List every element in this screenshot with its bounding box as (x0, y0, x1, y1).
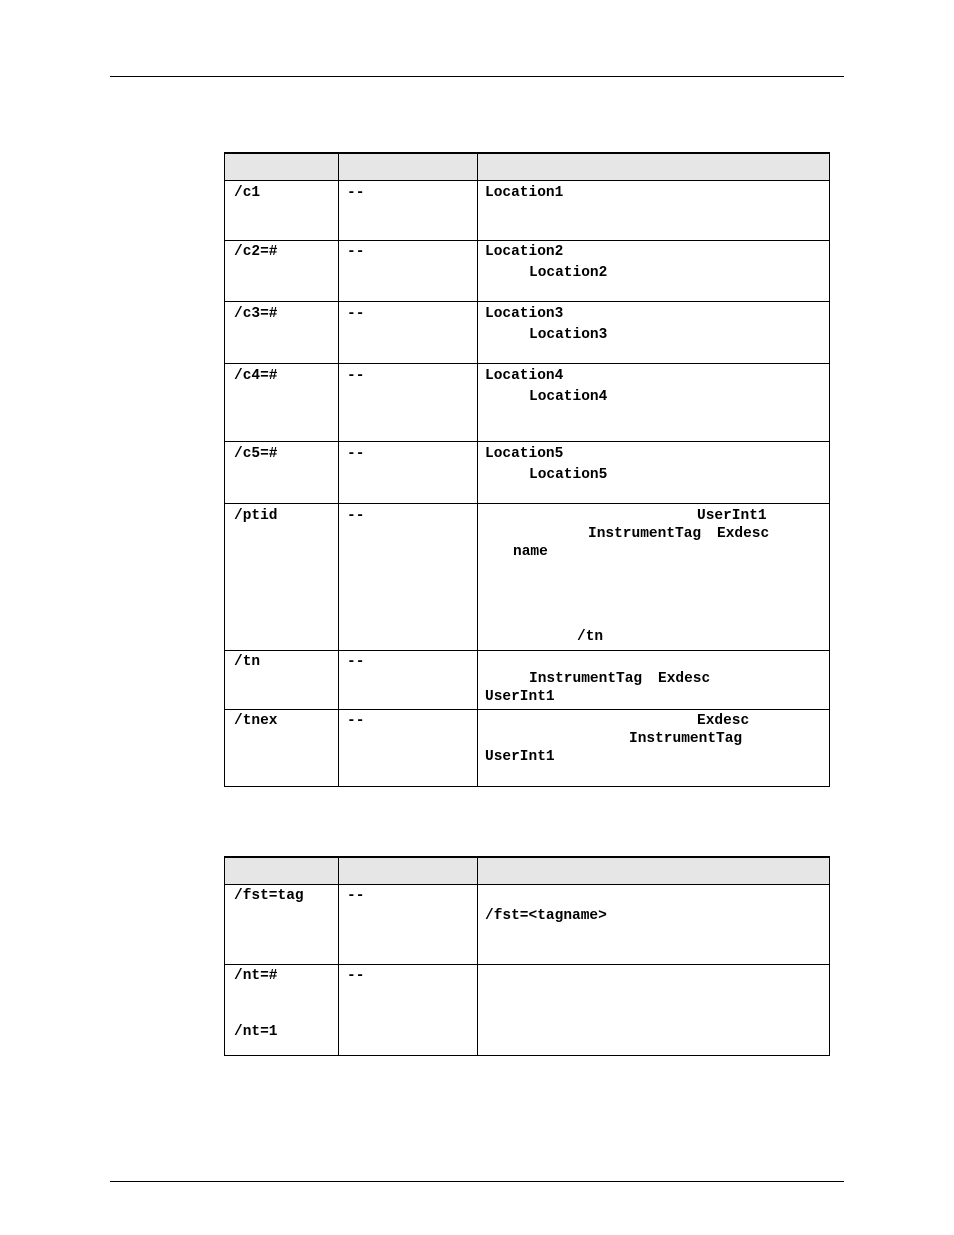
default-value: -- (347, 306, 365, 322)
header-cell-default (339, 153, 478, 181)
desc-text: Exdesc (658, 671, 711, 687)
param-c1: /c1 (234, 185, 261, 201)
desc-text: Location4 (485, 368, 564, 384)
table-row (225, 710, 830, 787)
desc-text: Location2 (529, 265, 608, 281)
desc-text: Location1 (485, 185, 564, 201)
default-value: -- (347, 654, 365, 670)
table-header-row (225, 857, 830, 885)
default-value: -- (347, 368, 365, 384)
desc-text: /tn (577, 629, 604, 645)
desc-text: UserInt1 (485, 689, 555, 705)
table-row (225, 302, 830, 364)
parameters-table-2 (224, 856, 830, 1056)
default-value: -- (347, 888, 365, 904)
table-row (225, 241, 830, 302)
desc-text: InstrumentTag (529, 671, 643, 687)
desc-text: Location5 (529, 467, 608, 483)
table-header-row (225, 153, 830, 181)
param-tn: /tn (234, 654, 261, 670)
header-cell-parameter (225, 857, 339, 885)
param-ptid: /ptid (234, 508, 278, 524)
table-row (225, 651, 830, 710)
desc-empty (478, 965, 829, 1055)
param-tnex: /tnex (234, 713, 278, 729)
param-c5: /c5=# (234, 446, 278, 462)
desc-text: Exdesc (717, 526, 770, 542)
desc-text: InstrumentTag (629, 731, 743, 747)
desc-text: UserInt1 (697, 508, 767, 524)
header-cell-description (478, 857, 830, 885)
param-c4: /c4=# (234, 368, 278, 384)
header-cell-default (339, 857, 478, 885)
table-row (225, 181, 830, 241)
table-row (225, 885, 830, 965)
default-value: -- (347, 508, 365, 524)
desc-text: Location3 (529, 327, 608, 343)
default-value: -- (347, 968, 365, 984)
footer-rule (110, 1181, 844, 1182)
default-value: -- (347, 185, 365, 201)
desc-text: Location5 (485, 446, 564, 462)
header-cell-description (478, 153, 830, 181)
table-row (225, 504, 830, 651)
header-cell-parameter (225, 153, 339, 181)
parameters-table-1 (224, 152, 830, 787)
table-row (225, 442, 830, 504)
param-c2: /c2=# (234, 244, 278, 260)
desc-text: Exdesc (697, 713, 750, 729)
param-nt-example: /nt=1 (234, 1024, 278, 1040)
desc-text: name (513, 544, 548, 560)
desc-text: Location2 (485, 244, 564, 260)
default-value: -- (347, 244, 365, 260)
desc-text: UserInt1 (485, 749, 555, 765)
param-nt: /nt=# (234, 968, 278, 984)
table-row (225, 965, 830, 1056)
desc-text: Location4 (529, 389, 608, 405)
param-fst: /fst=tag (234, 888, 304, 904)
param-c3: /c3=# (234, 306, 278, 322)
default-value: -- (347, 446, 365, 462)
default-value: -- (347, 713, 365, 729)
desc-text: InstrumentTag (588, 526, 702, 542)
header-rule (110, 76, 844, 77)
desc-text: Location3 (485, 306, 564, 322)
table-row (225, 364, 830, 442)
desc-text: /fst=<tagname> (485, 908, 607, 924)
